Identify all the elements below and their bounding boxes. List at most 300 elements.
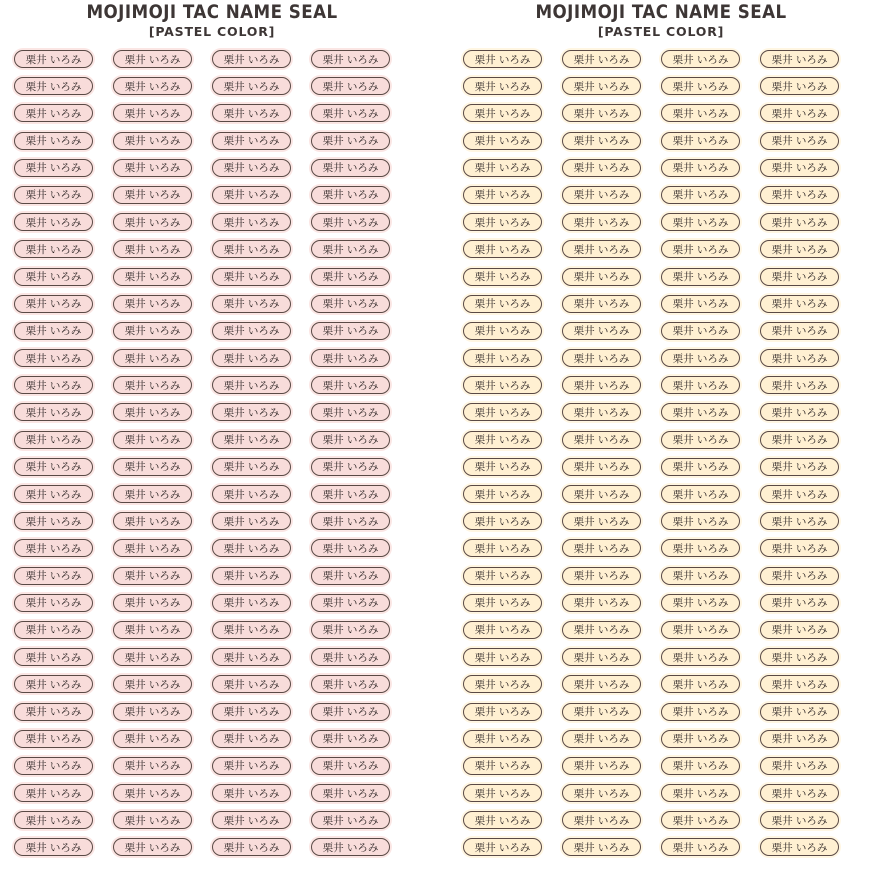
seal-label: 栗井 いろみ [463, 567, 542, 585]
name-seal [111, 266, 194, 288]
seal-label: 栗井 いろみ [760, 104, 839, 122]
seal-label: 栗井 いろみ [311, 703, 390, 721]
name-seal [560, 75, 643, 97]
name-seal [111, 238, 194, 260]
seal-label: 栗井 いろみ [463, 186, 542, 204]
name-seal [659, 401, 742, 423]
seal-label: 栗井 いろみ [311, 675, 390, 693]
seal-label: 栗井 いろみ [212, 838, 291, 856]
name-seal [659, 48, 742, 70]
seal-label: 栗井 いろみ [113, 50, 192, 68]
seal-label: 栗井 いろみ [212, 268, 291, 286]
seal-label: 栗井 いろみ [311, 322, 390, 340]
seal-label: 栗井 いろみ [463, 349, 542, 367]
name-seal [12, 266, 95, 288]
name-seal [560, 565, 643, 587]
name-seal [758, 102, 841, 124]
seal-label: 栗井 いろみ [212, 186, 291, 204]
seal-label: 栗井 いろみ [311, 376, 390, 394]
seal-label: 栗井 いろみ [14, 675, 93, 693]
name-seal [12, 809, 95, 831]
seal-label: 栗井 いろみ [311, 757, 390, 775]
name-seal [560, 238, 643, 260]
seal-label: 栗井 いろみ [14, 240, 93, 258]
seal-label: 栗井 いろみ [14, 403, 93, 421]
name-seal [461, 755, 544, 777]
name-seal [210, 809, 293, 831]
name-seal [461, 565, 544, 587]
name-seal [461, 673, 544, 695]
name-seal [12, 592, 95, 614]
seal-label: 栗井 いろみ [113, 295, 192, 313]
seal-label: 栗井 いろみ [113, 240, 192, 258]
name-seal [111, 320, 194, 342]
seal-label: 栗井 いろみ [14, 132, 93, 150]
name-seal [111, 755, 194, 777]
seal-label: 栗井 いろみ [212, 50, 291, 68]
name-seal [210, 728, 293, 750]
name-seal [560, 320, 643, 342]
seal-label: 栗井 いろみ [760, 512, 839, 530]
seal-label: 栗井 いろみ [212, 431, 291, 449]
name-seal [758, 809, 841, 831]
seal-label: 栗井 いろみ [562, 240, 641, 258]
seal-label: 栗井 いろみ [14, 811, 93, 829]
name-seal [560, 211, 643, 233]
seal-label: 栗井 いろみ [661, 431, 740, 449]
name-seal [111, 701, 194, 723]
seal-label: 栗井 いろみ [562, 295, 641, 313]
name-seal [111, 782, 194, 804]
seal-label: 栗井 いろみ [212, 458, 291, 476]
name-seal [461, 130, 544, 152]
name-seal [758, 238, 841, 260]
seal-label: 栗井 いろみ [14, 159, 93, 177]
seal-label: 栗井 いろみ [113, 458, 192, 476]
name-seal [309, 347, 392, 369]
name-seal [210, 701, 293, 723]
name-seal [12, 836, 95, 858]
name-seal [758, 347, 841, 369]
name-seal [461, 701, 544, 723]
name-seal [461, 646, 544, 668]
name-seal [210, 130, 293, 152]
name-seal [12, 374, 95, 396]
name-seal [461, 456, 544, 478]
name-seal [758, 483, 841, 505]
seal-label: 栗井 いろみ [760, 159, 839, 177]
seal-label: 栗井 いろみ [562, 458, 641, 476]
name-seal [210, 347, 293, 369]
seal-label: 栗井 いろみ [463, 838, 542, 856]
seal-label: 栗井 いろみ [311, 594, 390, 612]
name-seal [659, 673, 742, 695]
seal-label: 栗井 いろみ [562, 512, 641, 530]
seal-label: 栗井 いろみ [113, 268, 192, 286]
seal-label: 栗井 いろみ [760, 811, 839, 829]
seal-label: 栗井 いろみ [760, 77, 839, 95]
seal-label: 栗井 いろみ [311, 403, 390, 421]
name-seal [461, 728, 544, 750]
seal-label: 栗井 いろみ [562, 132, 641, 150]
sheet-title: MOJIMOJI TAC NAME SEAL [86, 1, 338, 23]
name-seal [560, 782, 643, 804]
name-seal [560, 266, 643, 288]
name-seal [659, 130, 742, 152]
seal-label: 栗井 いろみ [661, 322, 740, 340]
seal-label: 栗井 いろみ [562, 838, 641, 856]
name-seal [210, 565, 293, 587]
seal-label: 栗井 いろみ [661, 349, 740, 367]
name-seal [659, 456, 742, 478]
seal-label: 栗井 いろみ [562, 621, 641, 639]
seal-label: 栗井 いろみ [562, 77, 641, 95]
seal-label: 栗井 いろみ [311, 485, 390, 503]
name-seal [758, 320, 841, 342]
name-seal [758, 184, 841, 206]
name-seal [758, 293, 841, 315]
seal-label: 栗井 いろみ [212, 322, 291, 340]
seal-label: 栗井 いろみ [760, 268, 839, 286]
sheet-title: MOJIMOJI TAC NAME SEAL [535, 1, 787, 23]
seal-label: 栗井 いろみ [661, 838, 740, 856]
seal-label: 栗井 いろみ [661, 757, 740, 775]
seal-label: 栗井 いろみ [113, 403, 192, 421]
seal-label: 栗井 いろみ [760, 485, 839, 503]
seal-label: 栗井 いろみ [661, 512, 740, 530]
name-seal [758, 48, 841, 70]
seal-label: 栗井 いろみ [113, 703, 192, 721]
name-seal [309, 782, 392, 804]
name-seal [461, 293, 544, 315]
seal-label: 栗井 いろみ [113, 757, 192, 775]
name-seal [659, 429, 742, 451]
seal-label: 栗井 いろみ [463, 104, 542, 122]
name-seal [659, 238, 742, 260]
seal-label: 栗井 いろみ [113, 594, 192, 612]
name-seal [309, 701, 392, 723]
seal-label: 栗井 いろみ [113, 431, 192, 449]
name-seal [659, 320, 742, 342]
seal-label: 栗井 いろみ [760, 757, 839, 775]
name-seal [111, 401, 194, 423]
name-seal [111, 102, 194, 124]
name-seal [210, 211, 293, 233]
seal-label: 栗井 いろみ [113, 186, 192, 204]
name-seal [111, 184, 194, 206]
seal-sheet-pink [12, 0, 412, 870]
name-seal [461, 782, 544, 804]
name-seal [659, 592, 742, 614]
name-seal [111, 673, 194, 695]
seal-label: 栗井 いろみ [311, 159, 390, 177]
name-seal [461, 48, 544, 70]
seal-label: 栗井 いろみ [661, 213, 740, 231]
name-seal [309, 565, 392, 587]
name-seal [111, 48, 194, 70]
name-seal [461, 836, 544, 858]
seal-label: 栗井 いろみ [14, 213, 93, 231]
name-seal [560, 673, 643, 695]
name-seal [461, 809, 544, 831]
name-seal [210, 374, 293, 396]
name-seal [210, 510, 293, 532]
name-seal [111, 211, 194, 233]
name-seal [111, 646, 194, 668]
name-seal [309, 537, 392, 559]
seal-label: 栗井 いろみ [463, 159, 542, 177]
name-seal [111, 809, 194, 831]
name-seal [309, 728, 392, 750]
seal-label: 栗井 いろみ [311, 730, 390, 748]
seal-label: 栗井 いろみ [14, 376, 93, 394]
name-seal [758, 673, 841, 695]
name-seal [210, 184, 293, 206]
name-seal [758, 701, 841, 723]
name-seal [111, 429, 194, 451]
seal-label: 栗井 いろみ [562, 376, 641, 394]
seal-label: 栗井 いろみ [14, 322, 93, 340]
name-seal [560, 184, 643, 206]
seal-label: 栗井 いろみ [760, 431, 839, 449]
seal-label: 栗井 いろみ [463, 621, 542, 639]
name-seal [758, 456, 841, 478]
name-seal [12, 701, 95, 723]
seal-label: 栗井 いろみ [113, 376, 192, 394]
seal-label: 栗井 いろみ [311, 431, 390, 449]
seal-label: 栗井 いろみ [760, 295, 839, 313]
name-seal [560, 48, 643, 70]
name-seal [461, 347, 544, 369]
name-seal [560, 701, 643, 723]
name-seal [210, 537, 293, 559]
name-seal [659, 809, 742, 831]
seal-label: 栗井 いろみ [212, 159, 291, 177]
name-seal [560, 347, 643, 369]
seal-label: 栗井 いろみ [311, 240, 390, 258]
name-seal [12, 456, 95, 478]
seal-label: 栗井 いろみ [14, 539, 93, 557]
name-seal [560, 592, 643, 614]
seal-label: 栗井 いろみ [311, 132, 390, 150]
name-seal [659, 782, 742, 804]
seal-label: 栗井 いろみ [661, 159, 740, 177]
name-seal [210, 157, 293, 179]
seal-label: 栗井 いろみ [113, 784, 192, 802]
name-seal [309, 456, 392, 478]
name-seal [659, 537, 742, 559]
name-seal [560, 456, 643, 478]
seal-label: 栗井 いろみ [463, 240, 542, 258]
seal-label: 栗井 いろみ [212, 703, 291, 721]
name-seal [560, 293, 643, 315]
seal-label: 栗井 いろみ [661, 295, 740, 313]
seal-label: 栗井 いろみ [760, 567, 839, 585]
name-seal [309, 320, 392, 342]
name-seal [560, 809, 643, 831]
name-seal [461, 211, 544, 233]
name-seal [461, 510, 544, 532]
name-seal [758, 157, 841, 179]
name-seal [659, 75, 742, 97]
seal-label: 栗井 いろみ [14, 104, 93, 122]
seal-label: 栗井 いろみ [113, 213, 192, 231]
name-seal [560, 130, 643, 152]
seal-label: 栗井 いろみ [113, 539, 192, 557]
seal-label: 栗井 いろみ [562, 104, 641, 122]
name-seal [461, 619, 544, 641]
name-seal [461, 102, 544, 124]
name-seal [758, 374, 841, 396]
seal-label: 栗井 いろみ [113, 349, 192, 367]
seal-label: 栗井 いろみ [562, 675, 641, 693]
name-seal [758, 266, 841, 288]
name-seal [210, 238, 293, 260]
name-seal [758, 537, 841, 559]
seal-label: 栗井 いろみ [311, 349, 390, 367]
seal-label: 栗井 いろみ [463, 50, 542, 68]
name-seal [210, 755, 293, 777]
seal-label: 栗井 いろみ [661, 132, 740, 150]
seal-label: 栗井 いろみ [760, 349, 839, 367]
name-seal [12, 48, 95, 70]
seal-label: 栗井 いろみ [463, 675, 542, 693]
name-seal [560, 619, 643, 641]
seal-label: 栗井 いろみ [14, 349, 93, 367]
name-seal [210, 619, 293, 641]
seal-label: 栗井 いろみ [212, 675, 291, 693]
name-seal [12, 537, 95, 559]
name-seal [210, 401, 293, 423]
name-seal [461, 374, 544, 396]
seal-label: 栗井 いろみ [760, 703, 839, 721]
name-seal [210, 592, 293, 614]
name-seal [659, 157, 742, 179]
name-seal [758, 211, 841, 233]
name-seal [111, 483, 194, 505]
seal-label: 栗井 いろみ [463, 376, 542, 394]
name-seal [12, 211, 95, 233]
name-seal [210, 48, 293, 70]
seal-label: 栗井 いろみ [661, 458, 740, 476]
seal-label: 栗井 いろみ [463, 757, 542, 775]
seal-label: 栗井 いろみ [311, 268, 390, 286]
name-seal [111, 374, 194, 396]
name-seal [12, 429, 95, 451]
name-seal [210, 456, 293, 478]
name-seal [111, 510, 194, 532]
name-seal [12, 619, 95, 641]
name-seal [12, 646, 95, 668]
name-seal [309, 592, 392, 614]
name-seal [210, 646, 293, 668]
name-seal [111, 456, 194, 478]
seal-label: 栗井 いろみ [113, 838, 192, 856]
seal-label: 栗井 いろみ [212, 621, 291, 639]
name-seal [309, 184, 392, 206]
name-seal [210, 293, 293, 315]
seal-label: 栗井 いろみ [661, 485, 740, 503]
name-seal [659, 293, 742, 315]
name-seal [659, 347, 742, 369]
seal-label: 栗井 いろみ [760, 648, 839, 666]
seal-label: 栗井 いろみ [14, 784, 93, 802]
name-seal [659, 211, 742, 233]
name-seal [560, 537, 643, 559]
seal-label: 栗井 いろみ [463, 811, 542, 829]
name-seal [758, 565, 841, 587]
seal-label: 栗井 いろみ [113, 512, 192, 530]
name-seal [659, 565, 742, 587]
seal-label: 栗井 いろみ [113, 104, 192, 122]
seal-label: 栗井 いろみ [661, 539, 740, 557]
name-seal [309, 836, 392, 858]
seal-label: 栗井 いろみ [562, 268, 641, 286]
seal-label: 栗井 いろみ [661, 376, 740, 394]
name-seal [210, 102, 293, 124]
name-seal [659, 510, 742, 532]
name-seal [309, 483, 392, 505]
seal-label: 栗井 いろみ [311, 512, 390, 530]
name-seal [12, 75, 95, 97]
seal-label: 栗井 いろみ [14, 295, 93, 313]
seal-label: 栗井 いろみ [14, 648, 93, 666]
name-seal [111, 537, 194, 559]
seal-label: 栗井 いろみ [661, 648, 740, 666]
name-seal [560, 755, 643, 777]
seal-label: 栗井 いろみ [113, 567, 192, 585]
seal-label: 栗井 いろみ [463, 213, 542, 231]
seal-label: 栗井 いろみ [212, 77, 291, 95]
name-seal [309, 673, 392, 695]
seal-label: 栗井 いろみ [562, 594, 641, 612]
seal-label: 栗井 いろみ [562, 159, 641, 177]
seal-label: 栗井 いろみ [311, 295, 390, 313]
seal-label: 栗井 いろみ [562, 539, 641, 557]
seal-label: 栗井 いろみ [113, 621, 192, 639]
name-seal [461, 592, 544, 614]
name-seal [111, 293, 194, 315]
seal-label: 栗井 いろみ [760, 376, 839, 394]
seal-label: 栗井 いろみ [463, 730, 542, 748]
name-seal [111, 836, 194, 858]
seal-label: 栗井 いろみ [463, 703, 542, 721]
seal-label: 栗井 いろみ [463, 77, 542, 95]
seal-label: 栗井 いろみ [661, 621, 740, 639]
seal-label: 栗井 いろみ [463, 268, 542, 286]
seal-label: 栗井 いろみ [760, 186, 839, 204]
name-seal [461, 184, 544, 206]
seal-label: 栗井 いろみ [14, 621, 93, 639]
seal-label: 栗井 いろみ [661, 675, 740, 693]
name-seal [758, 782, 841, 804]
seal-label: 栗井 いろみ [463, 648, 542, 666]
seal-label: 栗井 いろみ [661, 594, 740, 612]
seal-label: 栗井 いろみ [212, 594, 291, 612]
seal-label: 栗井 いろみ [14, 50, 93, 68]
seal-label: 栗井 いろみ [760, 784, 839, 802]
seal-label: 栗井 いろみ [760, 838, 839, 856]
seal-label: 栗井 いろみ [562, 186, 641, 204]
name-seal [659, 728, 742, 750]
name-seal [210, 266, 293, 288]
seal-label: 栗井 いろみ [311, 838, 390, 856]
seal-label: 栗井 いろみ [760, 240, 839, 258]
seal-label: 栗井 いろみ [311, 104, 390, 122]
seal-label: 栗井 いろみ [760, 539, 839, 557]
seal-label: 栗井 いろみ [212, 757, 291, 775]
seal-label: 栗井 いろみ [311, 621, 390, 639]
